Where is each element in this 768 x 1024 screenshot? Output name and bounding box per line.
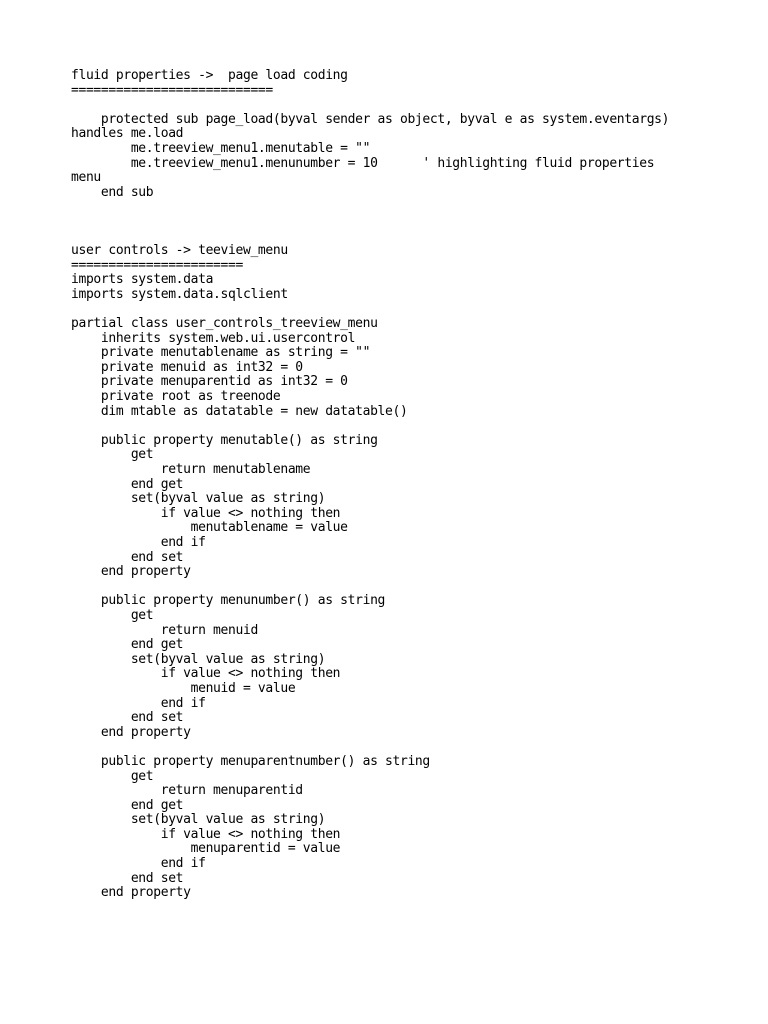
code-line: end property	[71, 564, 191, 580]
code-line: end get	[71, 797, 184, 813]
code-line: end get	[71, 637, 184, 653]
code-line: menuid = value	[71, 680, 296, 696]
code-line: imports system.data	[71, 272, 214, 288]
code-line: end property	[71, 724, 191, 740]
code-line: fluid properties -> page load coding	[71, 68, 348, 83]
code-line	[71, 580, 751, 595]
code-line	[71, 303, 751, 318]
code-line: =======================	[71, 257, 243, 273]
code-line: end if	[71, 535, 206, 550]
code-line: public property menunumber() as string	[71, 593, 386, 609]
code-line: menuparentid = value	[71, 841, 341, 857]
code-line: ===========================	[71, 82, 273, 98]
code-line: get	[71, 607, 154, 623]
code-line: if value <> nothing then	[71, 666, 341, 682]
code-line: end set	[71, 549, 184, 565]
code-line: set(byval value as string)	[71, 812, 326, 828]
code-line: end get	[71, 476, 184, 492]
code-line: end sub	[71, 184, 154, 200]
code-line: partial class user_controls_treeview_menu	[71, 316, 378, 332]
code-line: private menutablename as string = ""	[71, 345, 371, 361]
code-line: get	[71, 768, 154, 784]
code-line: set(byval value as string)	[71, 651, 326, 667]
code-line: me.treeview_menu1.menutable = ""	[71, 140, 371, 156]
code-line: set(byval value as string)	[71, 491, 326, 507]
code-line: menu	[71, 170, 101, 186]
code-line: menutablename = value	[71, 520, 348, 536]
code-line	[71, 215, 751, 230]
code-line: user controls -> teeview_menu	[71, 243, 288, 259]
code-line: public property menutable() as string	[71, 432, 378, 448]
code-line: private root as treenode	[71, 389, 281, 405]
code-line: if value <> nothing then	[71, 505, 341, 521]
code-line: inherits system.web.ui.usercontrol	[71, 330, 356, 346]
code-block	[71, 69, 751, 901]
code-line: private menuparentid as int32 = 0	[71, 374, 348, 390]
code-line: return menuid	[71, 622, 258, 638]
code-line: me.treeview_menu1.menunumber = 10 ' highlighting fluid properties	[71, 155, 655, 171]
code-line: public property menuparentnumber() as string	[71, 753, 430, 769]
code-line: return menutablename	[71, 462, 311, 478]
code-line	[71, 200, 751, 215]
code-line: end property	[71, 885, 191, 901]
code-line	[71, 419, 751, 434]
code-line: end if	[71, 856, 206, 872]
document-page	[71, 69, 751, 901]
code-line	[71, 98, 751, 113]
code-line: dim mtable as datatable = new datatable()	[71, 403, 408, 419]
code-line	[71, 740, 751, 755]
code-line: protected sub page_load(byval sender as object, byval e as system.eventargs)	[71, 111, 670, 127]
code-line: end set	[71, 710, 184, 726]
code-line: if value <> nothing then	[71, 826, 341, 842]
code-line: end set	[71, 870, 184, 886]
code-line: end if	[71, 695, 206, 711]
code-line: private menuid as int32 = 0	[71, 359, 303, 375]
code-line: imports system.data.sqlclient	[71, 286, 288, 302]
code-line: handles me.load	[71, 126, 184, 142]
code-line: return menuparentid	[71, 783, 303, 799]
code-line	[71, 230, 751, 245]
code-line: get	[71, 447, 154, 463]
